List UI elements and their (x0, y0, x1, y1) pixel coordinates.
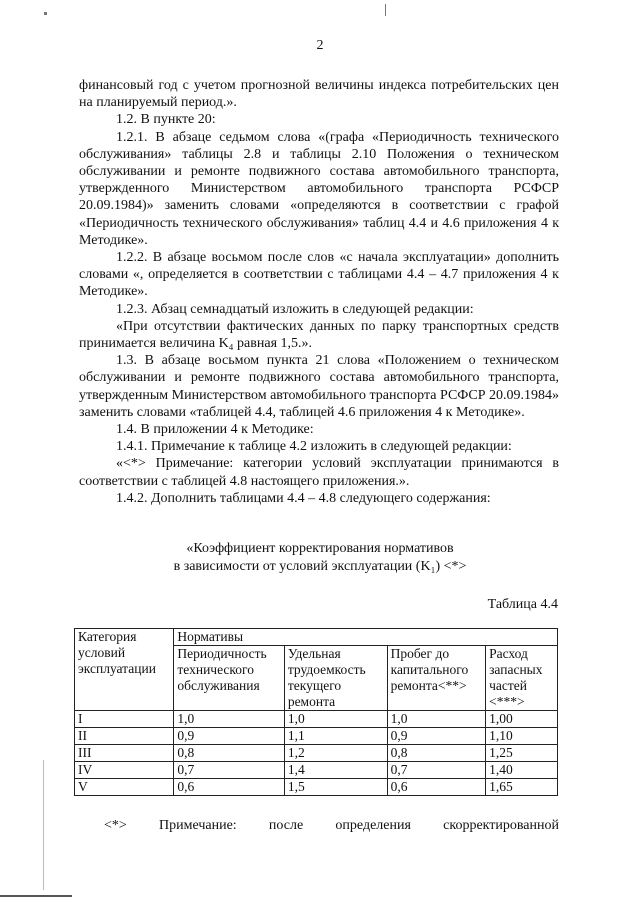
paragraph: 1.2.1. В абзаце седьмом слова «(графа «Периодичность технического обслуживания» таблицы 2.8 и таблицы 2.10 Положения о техническом обслуживании и ремонте подвижного состава автомобильного транспорта, утвержденного Министерством автомобильного транспорта РСФСР 20.09.1984)» заменить словами «определяются в соответствии с графой «Периодичность технического обслуживания» таблиц 4.4 и 4.6 приложения 4 к Методике». (79, 129, 559, 248)
paragraph: 1.2. В пункте 20: (116, 112, 216, 128)
value-cell: 1,4 (284, 762, 387, 779)
paragraph: финансовый год с учетом прогнозной величины индекса потребительских цен на планируемый период.». (79, 78, 559, 111)
category-header: Категория условий эксплуатации (75, 629, 174, 711)
table-row (75, 779, 558, 796)
table-title (0, 540, 640, 576)
value-cell: 1,10 (486, 728, 558, 745)
table-row (75, 728, 558, 745)
scan-mark-top-right (385, 4, 386, 16)
value-cell: 0,8 (174, 745, 284, 762)
paragraph: 1.2.2. В абзаце восьмом после слов «с начала эксплуатации» дополнить словами «, определяется в соответствии с таблицами 4.4 – 4.7 приложения 4 к Методике». (79, 250, 559, 300)
value-cell: 1,2 (284, 745, 387, 762)
paragraph: 1.4. В приложении 4 к Методике: (116, 422, 314, 438)
scan-mark-bottom-edge (0, 895, 72, 897)
paragraph: «<*> Примечание: категории условий эксплуатации принимаются в соответствии с таблицей 4.8 настоящего приложения.». (79, 456, 559, 489)
value-cell: 0,8 (387, 745, 485, 762)
value-cell: 0,7 (174, 762, 284, 779)
value-cell: 0,9 (387, 728, 485, 745)
value-cell: 1,00 (486, 711, 558, 728)
category-cell: V (75, 779, 174, 796)
column-header: Периодичность технического обслуживания (174, 646, 284, 711)
value-cell: 1,0 (284, 711, 387, 728)
value-cell: 1,25 (486, 745, 558, 762)
paragraph: 1.4.2. Дополнить таблицами 4.4 – 4.8 следующего содержания: (116, 490, 491, 506)
table-row (75, 762, 558, 779)
category-cell: I (75, 711, 174, 728)
footnote: <*> Примечание: после определения скорректированной (104, 818, 559, 833)
value-cell: 1,5 (284, 779, 387, 796)
category-cell: II (75, 728, 174, 745)
body-text (79, 77, 559, 507)
scan-mark-left-edge (43, 760, 44, 890)
column-header: Пробег до капитального ремонта<**> (387, 646, 485, 711)
value-cell: 0,7 (387, 762, 485, 779)
scan-mark-top-left (44, 12, 47, 15)
paragraph: 1.2.3. Абзац семнадцатый изложить в следующей редакции: (116, 301, 474, 317)
value-cell: 1,0 (174, 711, 284, 728)
table-row (75, 745, 558, 762)
column-header: Расход запасных частей <***> (486, 646, 558, 711)
norms-table (74, 628, 558, 796)
table-label: Таблица 4.4 (487, 597, 558, 612)
paragraph: 1.3. В абзаце восьмом пункта 21 слова «Положением о техническом обслуживании и ремонте подвижного состава автомобильного транспорта, утвержденным Министерством автомобильного транспорта РСФСР 20.09.1984» заменить словами «таблицей 4.4, таблицей 4.6 приложения 4 к Методике». (79, 353, 559, 420)
category-cell: III (75, 745, 174, 762)
value-cell: 0,6 (387, 779, 485, 796)
value-cell: 1,65 (486, 779, 558, 796)
table-title-line-1: «Коэффициент корректирования нормативов (186, 541, 454, 556)
table-title-line-2: в зависимости от условий эксплуатации (K₁) <*> (173, 559, 467, 574)
group-header: Нормативы (174, 629, 558, 646)
category-cell: IV (75, 762, 174, 779)
paragraph: 1.4.1. Примечание к таблице 4.2 изложить в следующей редакции: (116, 439, 512, 455)
value-cell: 1,40 (486, 762, 558, 779)
column-header: Удельная трудоемкость текущего ремонта (284, 646, 387, 711)
paragraph: «При отсутствии фактических данных по парку транспортных средств принимается величина K₄ равная 1,5.». (79, 318, 559, 352)
table-row (75, 711, 558, 728)
page-number: 2 (316, 38, 324, 53)
value-cell: 0,9 (174, 728, 284, 745)
value-cell: 1,0 (387, 711, 485, 728)
value-cell: 1,1 (284, 728, 387, 745)
value-cell: 0,6 (174, 779, 284, 796)
